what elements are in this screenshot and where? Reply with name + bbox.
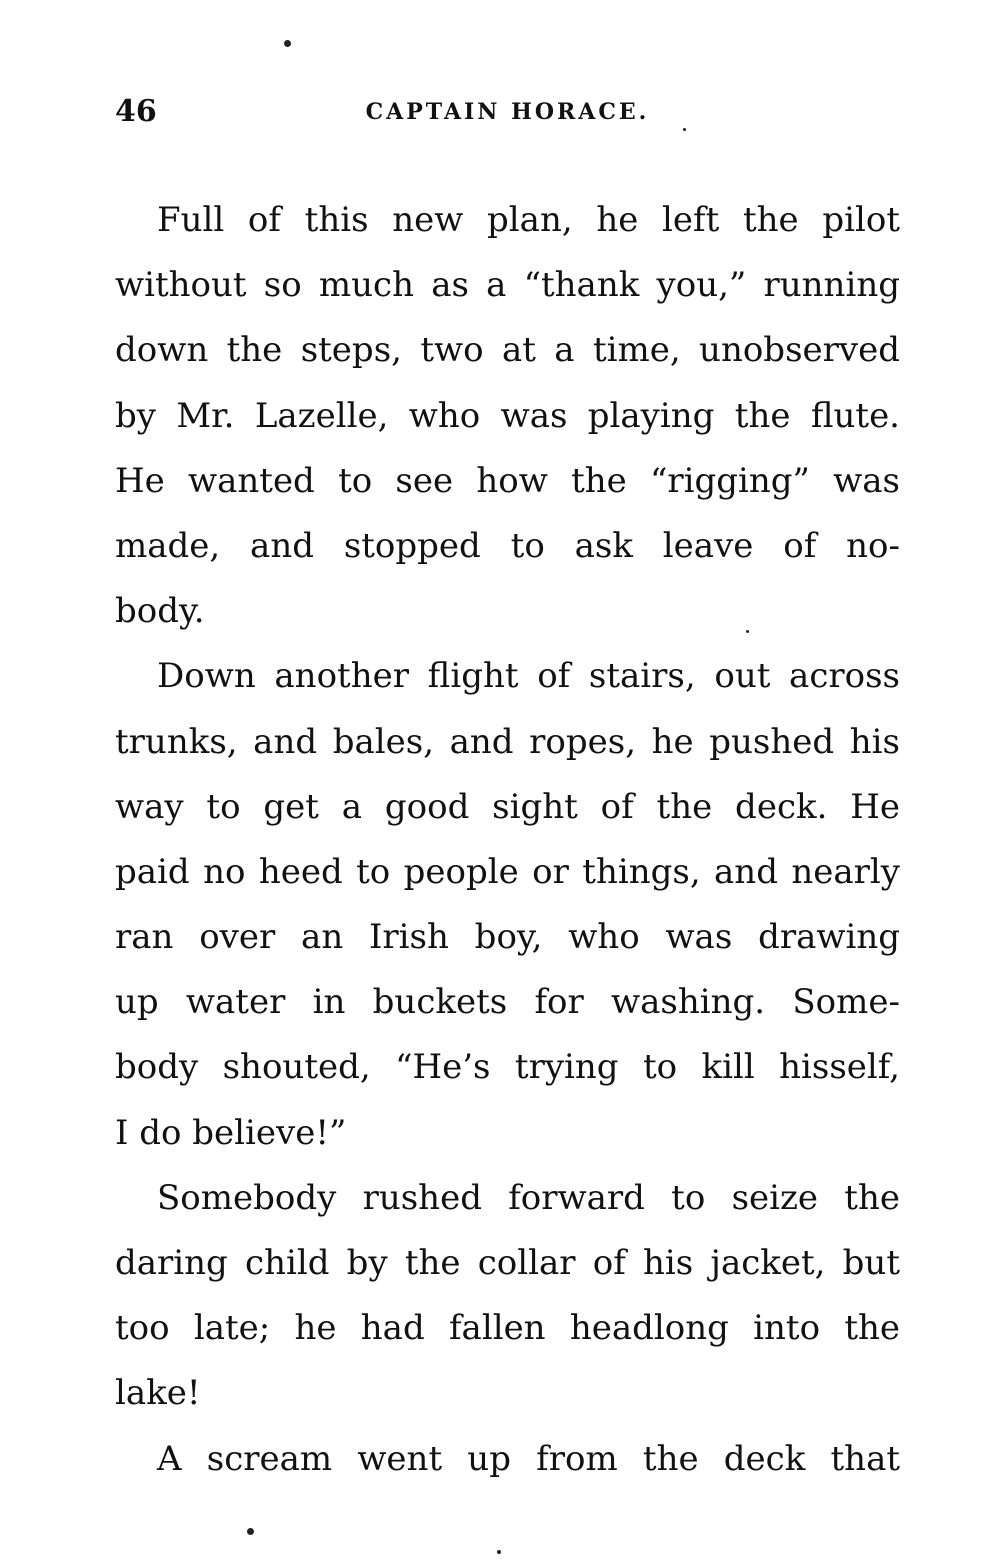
text-line: too late; he had fallen headlong into the <box>115 1308 900 1349</box>
body-text <box>115 188 900 1492</box>
text-line: trunks, and bales, and ropes, he pushed his <box>115 721 900 762</box>
scan-speck <box>247 1528 254 1535</box>
running-title: CAPTAIN HORACE. <box>365 99 650 125</box>
scan-speck <box>284 40 291 47</box>
scan-speck <box>683 128 686 131</box>
text-line: daring child by the collar of his jacket, but <box>115 1243 900 1283</box>
text-line: body shouted, “He’s trying to kill hisself, <box>115 1047 900 1088</box>
text-line: by Mr. Lazelle, who was playing the flute. <box>115 395 900 436</box>
text-line: A scream went up from the deck that <box>157 1438 900 1479</box>
text-line: without so much as a “thank you,” running <box>115 265 900 306</box>
scan-speck <box>497 1550 501 1554</box>
text-line: lake! <box>115 1373 201 1414</box>
text-line: Somebody rushed forward to seize the <box>157 1177 900 1218</box>
page-number: 46 <box>115 94 157 129</box>
text-line: I do believe!” <box>115 1112 347 1153</box>
text-line: up water in buckets for washing. Some- <box>115 982 900 1023</box>
text-line: ran over an Irish boy, who was drawing <box>115 917 900 958</box>
text-line: Full of this new plan, he left the pilot <box>157 200 900 240</box>
page-header <box>115 92 900 132</box>
text-line: He wanted to see how the “rigging” was <box>115 460 900 501</box>
text-line: paid no heed to people or things, and nearly <box>115 851 900 892</box>
text-line: way to get a good sight of the deck. He <box>115 786 900 827</box>
text-line: made, and stopped to ask leave of no- <box>115 525 900 566</box>
text-line: body. <box>115 591 205 632</box>
text-line: Down another flight of stairs, out across <box>157 656 900 697</box>
scan-speck <box>746 630 749 633</box>
text-line: down the steps, two at a time, unobserved <box>115 330 900 371</box>
